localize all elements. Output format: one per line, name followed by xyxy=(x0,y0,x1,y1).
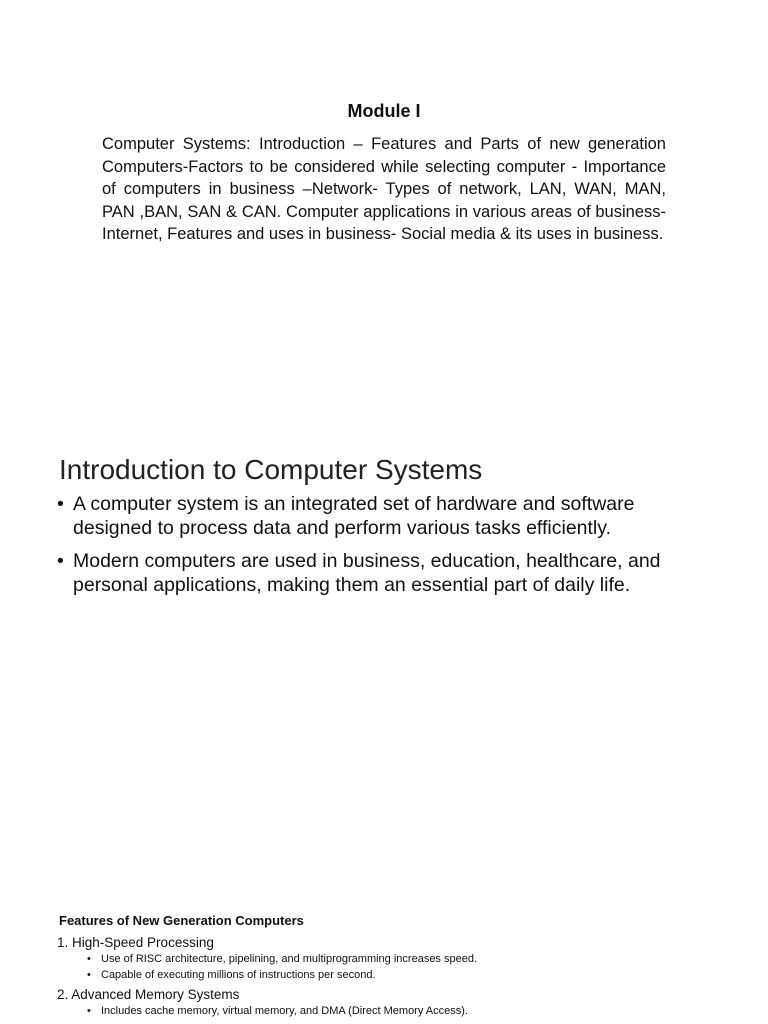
feature-sub-text: Includes cache memory, virtual memory, and DMA (Direct Memory Access). xyxy=(101,1005,468,1017)
intro-slide xyxy=(0,430,768,880)
bullet-icon: • xyxy=(57,493,64,515)
module-title: Module I xyxy=(347,101,421,121)
features-list xyxy=(57,934,707,1022)
bullet-icon: • xyxy=(87,1005,91,1017)
intro-bullet-text: Modern computers are used in business, education, healthcare, and personal applications, making them an essential part of daily life. xyxy=(73,550,661,596)
bullet-icon: • xyxy=(87,969,91,981)
module-slide xyxy=(0,0,768,420)
feature-sub-item xyxy=(87,951,707,967)
bullet-icon: • xyxy=(57,550,64,572)
features-slide xyxy=(0,890,768,1024)
intro-bullet-item xyxy=(57,492,717,540)
intro-title: Introduction to Computer Systems xyxy=(59,454,483,485)
feature-heading: 1. High-Speed Processing xyxy=(57,935,214,950)
feature-sub-item xyxy=(87,1003,707,1019)
feature-sub-text: Use of RISC architecture, pipelining, and multiprogramming increases speed. xyxy=(101,953,478,965)
feature-heading: 2. Advanced Memory Systems xyxy=(57,987,240,1002)
module-description: Computer Systems: Introduction – Features and Parts of new generation Computers-Factors to be considered while selecting computer - Importance of computers in business –Network- Types of network, LAN, WAN, MAN, PAN ,BAN, SAN & CAN. Computer applications in various areas of business- Internet, Features and uses in business- Social media & its uses in business. xyxy=(102,135,666,244)
features-title: Features of New Generation Computers xyxy=(59,913,304,928)
intro-bullet-item xyxy=(57,549,717,597)
bullet-icon: • xyxy=(87,953,91,965)
feature-sub-list xyxy=(57,1003,707,1019)
intro-bullet-text: A computer system is an integrated set of hardware and software designed to process data and perform various tasks efficiently. xyxy=(73,493,635,539)
feature-sub-item xyxy=(87,967,707,983)
feature-sub-text: Capable of executing millions of instructions per second. xyxy=(101,969,376,981)
feature-sub-list xyxy=(57,951,707,983)
intro-bullet-list xyxy=(57,492,717,606)
